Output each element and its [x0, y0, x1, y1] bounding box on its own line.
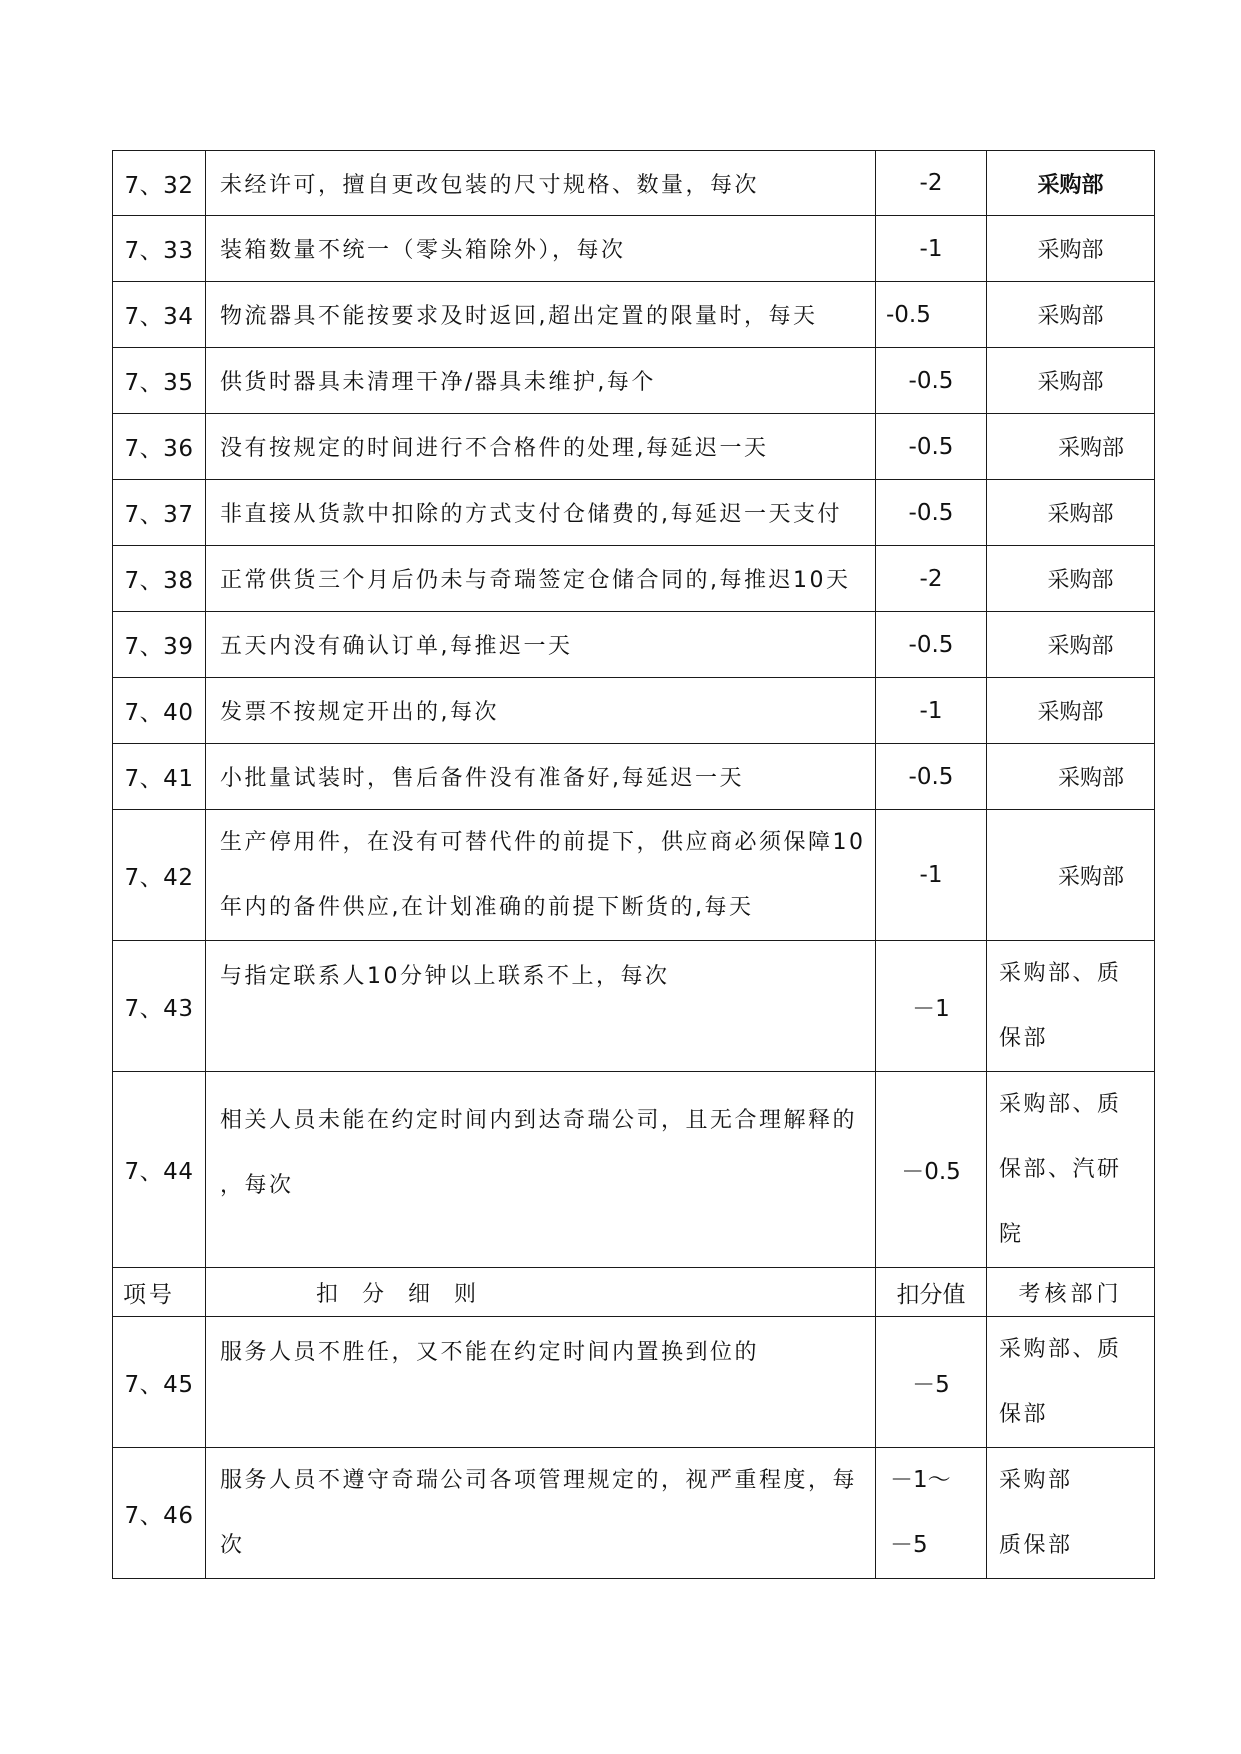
item-number: 7、37 [113, 480, 206, 546]
deduction-value: -0.5 [876, 744, 987, 810]
rule-description-line: 服务人员不遵守奇瑞公司各项管理规定的，视严重程度，每 [220, 1468, 858, 1493]
deduction-rules-table [112, 150, 1155, 1579]
deduction-value: －0.5 [876, 1072, 987, 1268]
header-department: 考核部门 [987, 1268, 1155, 1317]
rule-description: 小批量试装时，售后备件没有准备好,每延迟一天 [206, 744, 876, 810]
table-row [113, 678, 1155, 744]
item-number: 7、36 [113, 414, 206, 480]
department-line: 采购部、质 [999, 961, 1122, 986]
header-deduction-value: 扣分值 [876, 1268, 987, 1317]
rule-description: 供货时器具未清理干净/器具未维护,每个 [206, 348, 876, 414]
item-number: 7、34 [113, 282, 206, 348]
deduction-value: -2 [876, 546, 987, 612]
item-number: 7、35 [113, 348, 206, 414]
department: 采购部 [987, 348, 1155, 414]
department-line: 采购部 [999, 1468, 1073, 1493]
rule-description [206, 1072, 876, 1268]
item-number: 7、41 [113, 744, 206, 810]
deduction-value: －1 [876, 941, 987, 1072]
department-line: 院 [999, 1222, 1024, 1247]
item-number: 7、40 [113, 678, 206, 744]
table-row [113, 941, 1155, 1072]
deduction-value-line: －5 [890, 1532, 928, 1558]
deduction-value: －5 [876, 1317, 987, 1448]
table-row [113, 1448, 1155, 1579]
item-number: 7、42 [113, 810, 206, 941]
item-number: 7、45 [113, 1317, 206, 1448]
department: 采购部 [987, 678, 1155, 744]
deduction-value: -1 [876, 678, 987, 744]
table-row [113, 282, 1155, 348]
deduction-value: -1 [876, 216, 987, 282]
table-row [113, 216, 1155, 282]
rule-description: 发票不按规定开出的,每次 [206, 678, 876, 744]
table-row [113, 480, 1155, 546]
department: 采购部 [987, 151, 1155, 216]
department [987, 1072, 1155, 1268]
deduction-value: -0.5 [876, 480, 987, 546]
department: 采购部 [987, 546, 1155, 612]
table-row [113, 1317, 1155, 1448]
department-line: 质保部 [999, 1533, 1073, 1558]
department: 采购部 [987, 480, 1155, 546]
rule-description: 非直接从货款中扣除的方式支付仓储费的,每延迟一天支付 [206, 480, 876, 546]
deduction-value: -1 [876, 810, 987, 941]
department [987, 1448, 1155, 1579]
deduction-value: -0.5 [876, 612, 987, 678]
rule-description-line: 相关人员未能在约定时间内到达奇瑞公司，且无合理解释的 [220, 1108, 858, 1133]
table-row [113, 348, 1155, 414]
rule-description: 与指定联系人10分钟以上联系不上，每次 [206, 941, 876, 1072]
department-line: 采购部、质 [999, 1337, 1122, 1362]
department-line: 保部 [999, 1402, 1049, 1427]
item-number: 7、32 [113, 151, 206, 216]
rule-description-line: 年内的备件供应,在计划准确的前提下断货的,每天 [220, 895, 754, 920]
header-item-number: 项号 [113, 1268, 206, 1317]
department [987, 1317, 1155, 1448]
table-row [113, 414, 1155, 480]
rule-description: 服务人员不胜任，又不能在约定时间内置换到位的 [206, 1317, 876, 1448]
department: 采购部 [987, 414, 1155, 480]
department: 采购部 [987, 216, 1155, 282]
item-number: 7、38 [113, 546, 206, 612]
item-number: 7、33 [113, 216, 206, 282]
item-number: 7、43 [113, 941, 206, 1072]
deduction-value [876, 1448, 987, 1579]
rule-description: 未经许可，擅自更改包装的尺寸规格、数量，每次 [206, 151, 876, 216]
deduction-value: -0.5 [876, 282, 987, 348]
table-row [113, 1072, 1155, 1268]
department [987, 941, 1155, 1072]
table-row [113, 612, 1155, 678]
table-row [113, 546, 1155, 612]
item-number: 7、39 [113, 612, 206, 678]
deduction-value: -0.5 [876, 348, 987, 414]
rule-description-line: 生产停用件，在没有可替代件的前提下，供应商必须保障10 [220, 830, 866, 855]
item-number: 7、46 [113, 1448, 206, 1579]
department-line: 保部 [999, 1026, 1049, 1051]
rule-description: 没有按规定的时间进行不合格件的处理,每延迟一天 [206, 414, 876, 480]
department: 采购部 [987, 612, 1155, 678]
rule-description [206, 810, 876, 941]
deduction-value-line: －1～ [890, 1467, 951, 1493]
rule-description: 正常供货三个月后仍未与奇瑞签定仓储合同的,每推迟10天 [206, 546, 876, 612]
table-row [113, 810, 1155, 941]
department-line: 保部、汽研 [999, 1157, 1122, 1182]
deduction-value: -2 [876, 151, 987, 216]
rule-description: 五天内没有确认订单,每推迟一天 [206, 612, 876, 678]
deduction-value: -0.5 [876, 414, 987, 480]
department: 采购部 [987, 744, 1155, 810]
rule-description: 物流器具不能按要求及时返回,超出定置的限量时，每天 [206, 282, 876, 348]
table-header-row [113, 1268, 1155, 1317]
department-line: 采购部、质 [999, 1092, 1122, 1117]
item-number: 7、44 [113, 1072, 206, 1268]
department: 采购部 [987, 810, 1155, 941]
rule-description-line: ，每次 [220, 1173, 294, 1198]
department: 采购部 [987, 282, 1155, 348]
table-row [113, 744, 1155, 810]
table-row [113, 151, 1155, 216]
rule-description-line: 次 [220, 1533, 245, 1558]
rule-description [206, 1448, 876, 1579]
rule-description: 装箱数量不统一（零头箱除外），每次 [206, 216, 876, 282]
header-description: 扣分细则 [206, 1268, 876, 1317]
